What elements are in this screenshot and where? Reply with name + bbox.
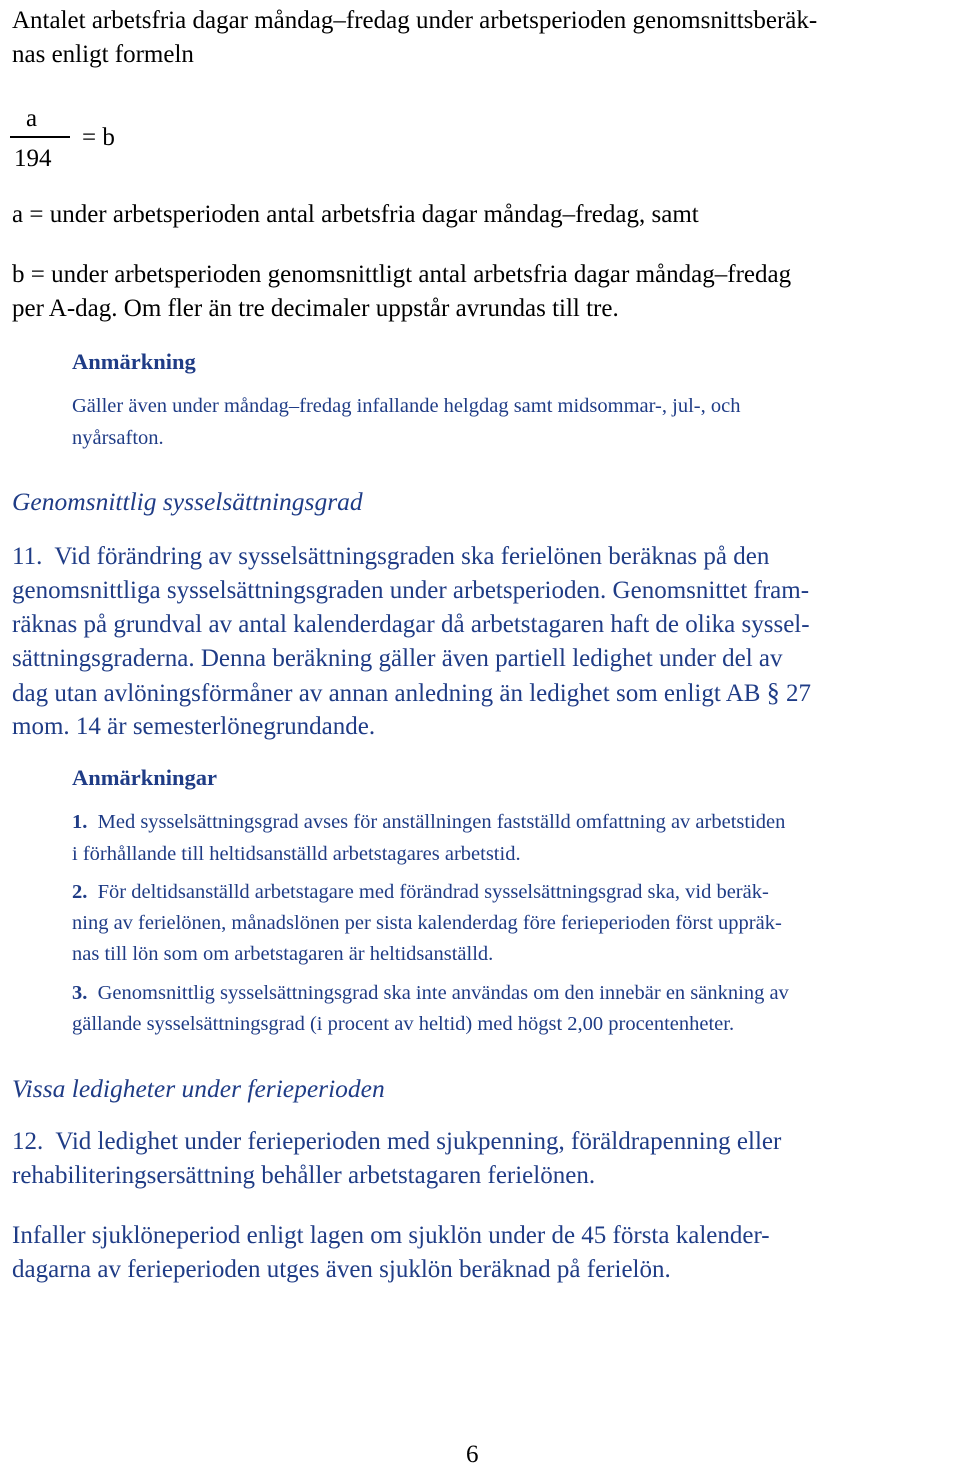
formula-denominator: 194 bbox=[14, 145, 52, 172]
note-item-2-line-2: ning av ferielönen, månadslönen per sista kalenderdag före ferieperioden först uppräk- bbox=[72, 912, 782, 934]
section-11-line-4: sättningsgraderna. Denna beräkning gäller även partiell ledighet under del av bbox=[12, 645, 783, 672]
page-number: 6 bbox=[466, 1441, 479, 1468]
paragraph-number-11: 11. bbox=[12, 543, 43, 570]
intro-line-1: Antalet arbetsfria dagar måndag–fredag under arbetsperioden genomsnittsberäk- bbox=[12, 7, 818, 34]
section-12-line-2: rehabiliteringsersättning behåller arbetstagaren ferielönen. bbox=[12, 1162, 596, 1189]
note-item-3-line-2: gällande sysselsättningsgrad (i procent av heltid) med högst 2,00 procentenheter. bbox=[72, 1013, 735, 1035]
section-sign: § bbox=[766, 678, 780, 707]
note-item-3-line-1: 3. Genomsnittlig sysselsättningsgrad ska inte användas om den innebär en sänkning av bbox=[72, 982, 789, 1004]
note-item-1-line-2: i förhållande till heltidsanställd arbetstagares arbetstid. bbox=[72, 843, 521, 865]
section-12-para-2-line-2: dagarna av ferieperioden utges även sjuklön beräknad på ferielön. bbox=[12, 1256, 671, 1283]
note-item-2-line-3: nas till lön som om arbetstagaren är heltidsanställd. bbox=[72, 943, 494, 965]
section-11-line-6: mom. 14 är semesterlönegrundande. bbox=[12, 713, 376, 740]
definition-a: a = under arbetsperioden antal arbetsfria dagar måndag–fredag, samt bbox=[12, 201, 699, 228]
note-item-1-line-1: 1. Med sysselsättningsgrad avses för anställningen fastställd omfattning av arbetstiden bbox=[72, 811, 786, 833]
definition-b-line-2: per A-dag. Om fler än tre decimaler uppstår avrundas till tre. bbox=[12, 295, 619, 322]
section-11-line-1: 11. Vid förändring av sysselsättningsgraden ska ferielönen beräknas på den bbox=[12, 543, 770, 570]
section-11-line-5: dag utan avlöningsförmåner av annan anledning än ledighet som enligt AB § 27 bbox=[12, 678, 811, 707]
section-11-line-3: räknas på grundval av antal kalenderdagar då arbetstagaren haft de olika syssel- bbox=[12, 611, 810, 638]
section-12-para-2-line-1: Infaller sjuklöneperiod enligt lagen om sjuklön under de 45 första kalender- bbox=[12, 1222, 770, 1249]
notes-heading: Anmärkningar bbox=[72, 765, 218, 790]
note-heading: Anmärkning bbox=[72, 349, 196, 374]
section-12-line-1: 12. Vid ledighet under ferieperioden med sjukpenning, föräldrapenning eller bbox=[12, 1128, 782, 1155]
note-line-2: nyårsafton. bbox=[72, 427, 164, 449]
note-item-2-line-1: 2. För deltidsanställd arbetstagare med förändrad sysselsättningsgrad ska, vid beräk- bbox=[72, 881, 769, 903]
note-line-1: Gäller även under måndag–fredag infallande helgdag samt midsommar-, jul-, och bbox=[72, 395, 741, 417]
definition-b-line-1: b = under arbetsperioden genomsnittligt antal arbetsfria dagar måndag–fredag bbox=[12, 261, 792, 288]
intro-line-2: nas enligt formeln bbox=[12, 41, 194, 68]
paragraph-number-12: 12. bbox=[12, 1128, 44, 1155]
formula-numerator: a bbox=[26, 105, 38, 132]
formula-rhs: = b bbox=[82, 124, 115, 151]
fraction-bar bbox=[10, 136, 70, 138]
section-heading-ledigheter: Vissa ledigheter under ferieperioden bbox=[12, 1074, 385, 1103]
section-11-line-2: genomsnittliga sysselsättningsgraden under arbetsperioden. Genomsnittet fram- bbox=[12, 577, 810, 604]
section-heading-sysselsattningsgrad: Genomsnittlig sysselsättningsgrad bbox=[12, 487, 363, 516]
